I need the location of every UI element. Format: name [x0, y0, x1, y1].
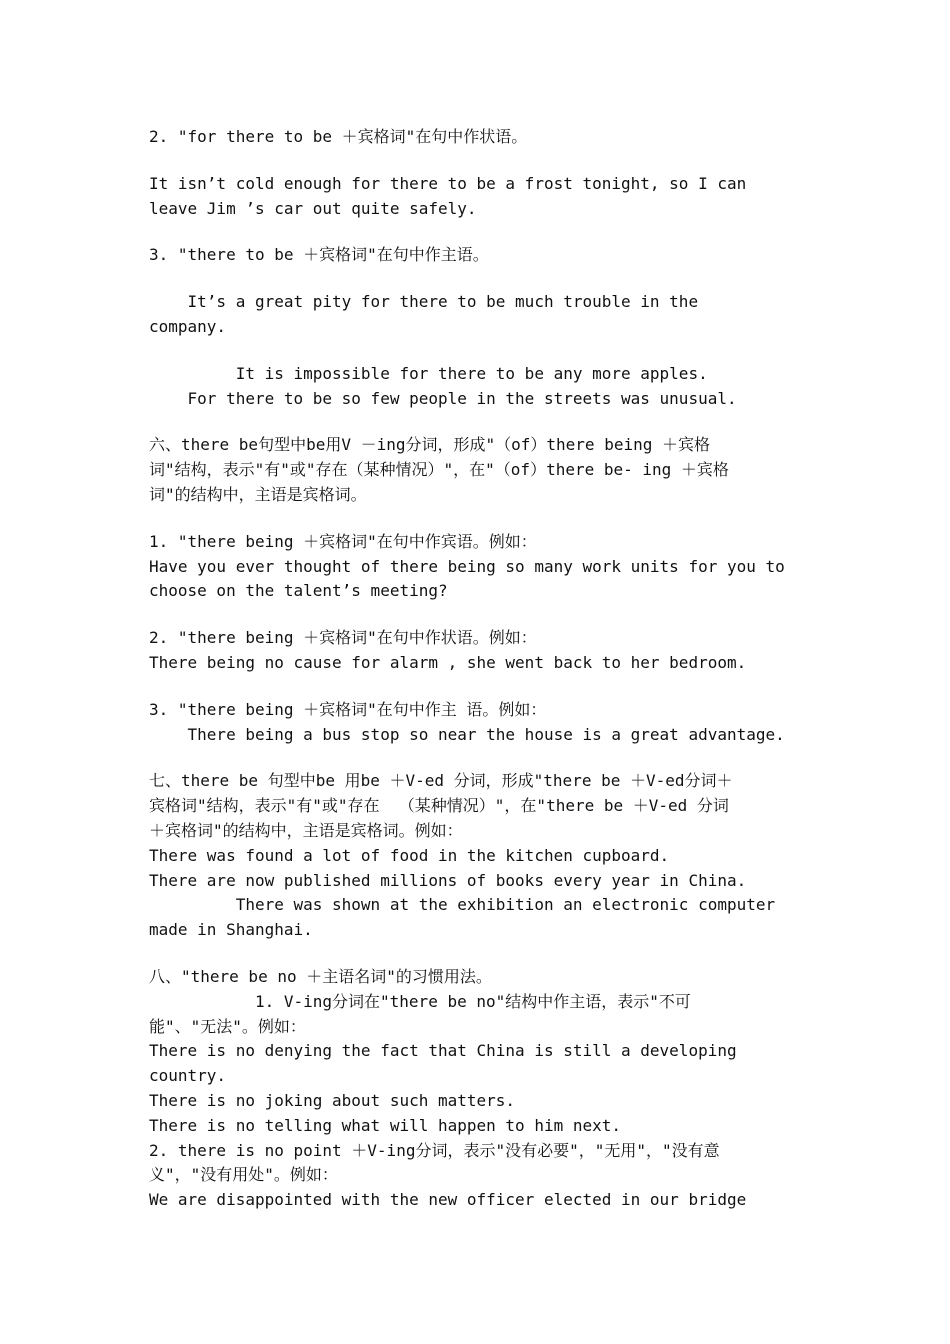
example-sentence: For there to be so few people in the streets was unusual.	[149, 388, 737, 408]
example-sentence: There being no cause for alarm , she went back to her bedroom.	[149, 652, 747, 672]
heading-for-there-to-be-adverbial: 2. "for there to be ＋宾格词"在句中作状语。	[149, 127, 528, 146]
section-heading-seven: 七、there be 句型中be 用be ＋V-ed 分词，形成"there be ＋V-ed分词＋	[149, 771, 733, 791]
example-sentence: There is no telling what will happen to him next.	[149, 1115, 622, 1135]
section-text: 能"、"无法"。例如：	[149, 1016, 306, 1036]
section-heading-six: 六、there be句型中be用V －ing分词，形成"（of）there being ＋宾格	[149, 435, 710, 455]
section-text: 宾格词"结构，表示"有"或"存在 （某种情况）"，在"there be ＋V-ed 分词	[149, 796, 729, 816]
example-sentence: company.	[149, 316, 227, 336]
section-text: ＋宾格词"的结构中，主语是宾格词。例如：	[149, 820, 463, 840]
heading-there-to-be-subject: 3. "there to be ＋宾格词"在句中作主语。	[149, 245, 489, 265]
example-sentence: There was shown at the exhibition an electronic computer	[149, 895, 776, 915]
example-sentence: It is impossible for there to be any more apples.	[149, 363, 708, 383]
section-heading-eight: 八、"there be no ＋主语名词"的习惯用法。	[149, 966, 492, 986]
section-text: 义"，"没有用处"。例如：	[149, 1165, 338, 1185]
example-sentence: There being a bus stop so near the house is a great advantage.	[149, 724, 785, 744]
section-text: 词"结构，表示"有"或"存在（某种情况）"，在"（of）there be- ing ＋宾格	[149, 460, 729, 480]
example-sentence: It’s a great pity for there to be much trouble in the	[149, 292, 699, 312]
heading-there-being-subject: 3. "there being ＋宾格词"在句中作主 语。例如：	[149, 699, 547, 719]
subheading-no-point: 2. there is no point ＋V-ing分词，表示"没有必要"，"无用"，"没有意	[149, 1140, 720, 1160]
heading-there-being-adverbial: 2. "there being ＋宾格词"在句中作状语。例如：	[149, 628, 537, 648]
example-sentence: made in Shanghai.	[149, 920, 313, 940]
section-text: 词"的结构中，主语是宾格词。	[149, 484, 367, 504]
example-sentence: Have you ever thought of there being so many work units for you to	[149, 556, 785, 576]
subheading-v-ing-subject: 1. V-ing分词在"there be no"结构中作主语，表示"不可	[149, 991, 691, 1011]
example-sentence: There are now published millions of books every year in China.	[149, 870, 747, 890]
example-sentence: choose on the talent’s meeting?	[149, 581, 448, 601]
example-sentence: We are disappointed with the new officer elected in our bridge	[149, 1190, 747, 1210]
example-sentence: leave Jim ’s car out quite safely.	[149, 198, 477, 218]
example-sentence: It isn’t cold enough for there to be a frost tonight, so I can	[149, 173, 747, 193]
heading-there-being-object: 1. "there being ＋宾格词"在句中作宾语。例如：	[149, 531, 537, 551]
document-body	[149, 125, 809, 1213]
example-sentence: There is no denying the fact that China is still a developing	[149, 1041, 737, 1061]
example-sentence: There is no joking about such matters.	[149, 1090, 516, 1110]
example-sentence: country.	[149, 1066, 227, 1086]
example-sentence: There was found a lot of food in the kitchen cupboard.	[149, 845, 670, 865]
